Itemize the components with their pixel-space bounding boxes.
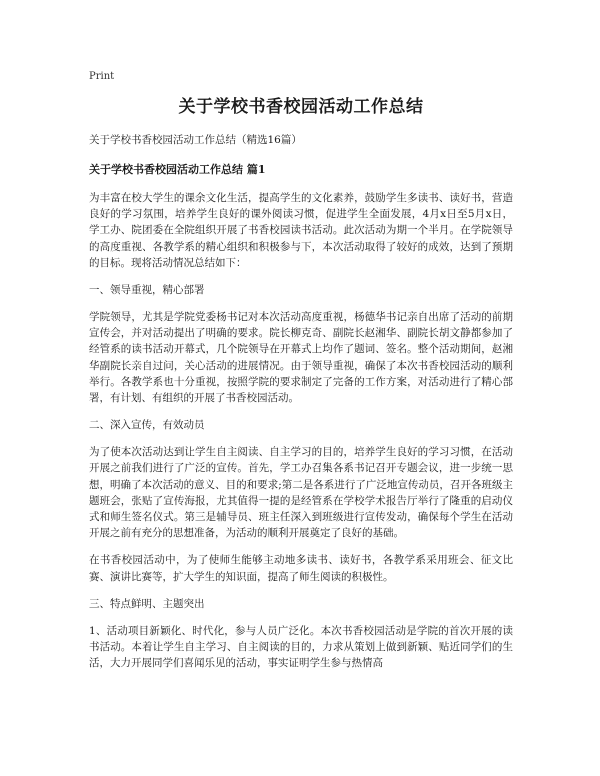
heading-publicity: 二、深入宣传，有效动员 <box>89 419 205 432</box>
document-subtitle: 关于学校书香校园活动工作总结（精选16篇） <box>89 134 302 146</box>
paragraph-activities: 在书香校园活动中，为了使师生能够主动地多读书、读好书，各教学系采用班会、征文比赛、演讲比赛等，扩大学生的知识面，提高了师生阅读的积极性。 <box>89 554 513 583</box>
paragraph-intro: 为丰富在校大学生的课余文化生活，提高学生的文化素养，鼓励学生多读书、读好书，营造良好的学习氛围，培养学生良好的课外阅读习惯，促进学生全面发展，4月x日至5月x日，学工办、院团委在全院组织开展了书香校园读书活动。此次活动为期一个半月。在学院领导的高度重视、各教学系的精心组织和积极参与下，本次活动取得了较好的成效，达到了预期的目标。现将活动情况总结如下： <box>89 192 513 269</box>
document-page <box>89 70 513 682</box>
section-title: 关于学校书香校园活动工作总结 篇1 <box>89 163 266 176</box>
print-label[interactable]: Print <box>89 71 115 82</box>
paragraph-features: 1、活动项目新颖化、时代化，参与人员广泛化。本次书香校园活动是学院的首次开展的读书活动。本着让学生自主学习、自主阅读的目的，力求从策划上做到新颖、贴近同学们的生活，大力开展同学们喜闻乐见的活动，事实证明学生参与热情高 <box>89 624 513 670</box>
paragraph-leadership: 学院领导，尤其是学院党委杨书记对本次活动高度重视，杨德华书记亲自出席了活动的前期宣传会，并对活动提出了明确的要求。院长柳克奇、副院长赵湘华、副院长胡文静都参加了经管系的读书活动开幕式，几个院领导在开幕式上均作了题词、签名。整个活动期间，赵湘华副院长亲自过问，关心活动的进展情况。由于领导重视，确保了本次书香校园活动的顺利举行。各教学系也十分重视，按照学院的要求制定了完备的工作方案，对活动进行了精心部署，有计划、有组织的开展了书香校园活动。 <box>89 311 513 405</box>
page-title: 关于学校书香校园活动工作总结 <box>178 97 424 117</box>
heading-leadership: 一、领导重视，精心部署 <box>89 284 205 297</box>
paragraph-publicity: 为了使本次活动达到让学生自主阅读、自主学习的目的，培养学生良好的学习习惯，在活动开展之前我们进行了广泛的宣传。首先，学工办召集各系书记召开专题会议，进一步统一思想，明确了本次活动的意义、目的和要求;第二是各系进行了广泛地宣传动员，召开各班级主题班会，张贴了宣传海报，尤其值得一提的是经管系在学校学术报告厅举行了隆重的启动仪式和师生签名仪式。第三是辅导员、班主任深入到班级进行宣传发动，确保每个学生在活动开展之前有充分的思想准备，为活动的顺利开展奠定了良好的基础。 <box>89 446 513 540</box>
heading-features: 三、特点鲜明、主题突出 <box>89 597 205 610</box>
